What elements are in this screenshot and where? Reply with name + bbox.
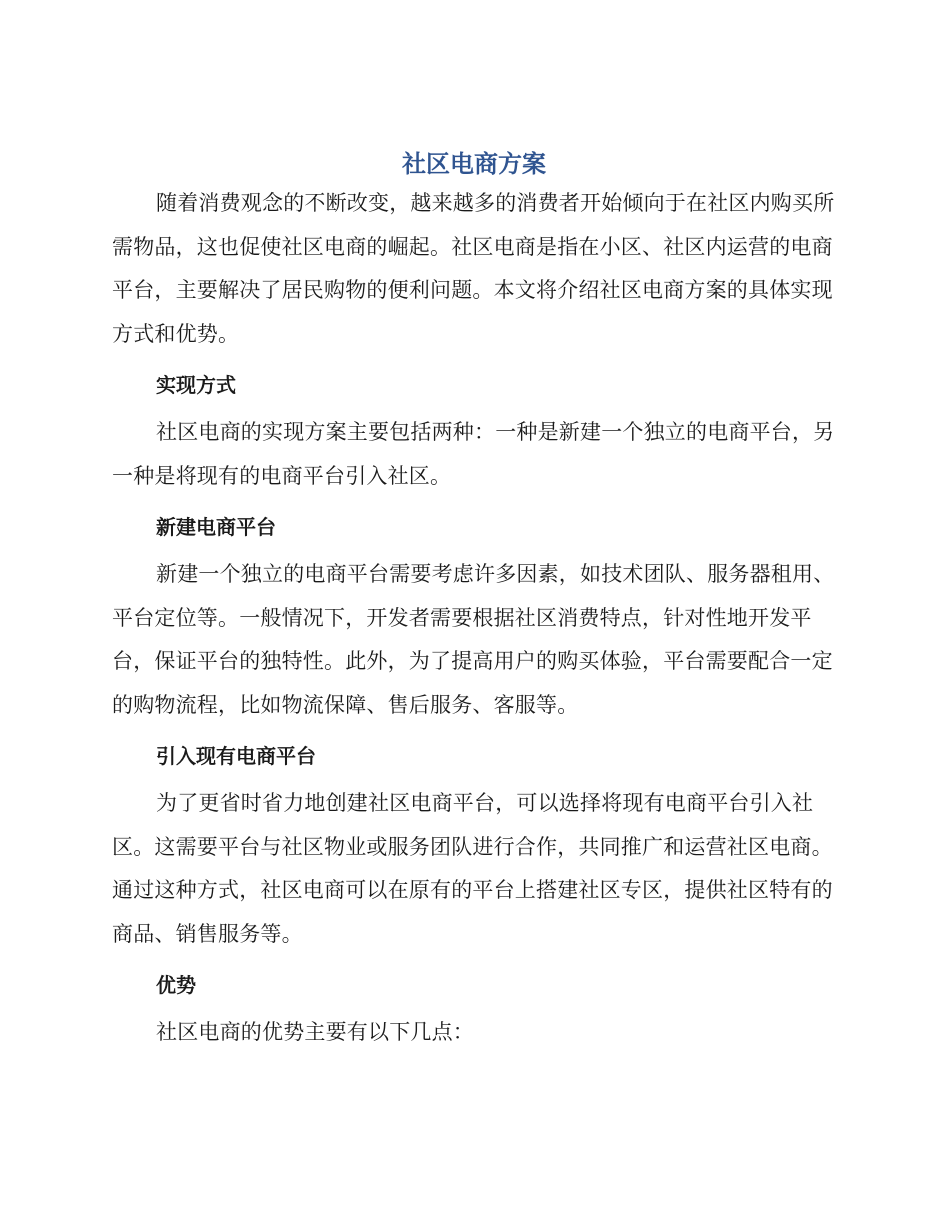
section-body-new-platform: 新建一个独立的电商平台需要考虑许多因素，如技术团队、服务器租用、平台定位等。一般情况下，开发者需要根据社区消费特点，针对性地开发平台，保证平台的独特性。此外，为了提高用户的购买体验，平台需要配合一定的购物流程，比如物流保障、售后服务、客服等。 xyxy=(112,562,835,717)
document-title: 社区电商方案 xyxy=(402,150,546,178)
section-body-advantages: 社区电商的优势主要有以下几点： xyxy=(156,1020,474,1044)
section-body-implementation: 社区电商的实现方案主要包括两种：一种是新建一个独立的电商平台，另一种是将现有的电商平台引入社区。 xyxy=(112,420,835,488)
section-heading-new-platform: 新建电商平台 xyxy=(156,515,276,539)
section-body-existing-platform: 为了更省时省力地创建社区电商平台，可以选择将现有电商平台引入社区。这需要平台与社区物业或服务团队进行合作，共同推广和运营社区电商。通过这种方式，社区电商可以在原有的平台上搭建社区专区，提供社区特有的商品、销售服务等。 xyxy=(112,791,833,946)
intro-paragraph: 随着消费观念的不断改变，越来越多的消费者开始倾向于在社区内购买所需物品，这也促使社区电商的崛起。社区电商是指在小区、社区内运营的电商平台，主要解决了居民购物的便利问题。本文将介绍社区电商方案的具体实现方式和优势。 xyxy=(112,191,835,346)
section-heading-existing-platform: 引入现有电商平台 xyxy=(156,744,316,768)
section-heading-advantages: 优势 xyxy=(156,973,196,997)
section-heading-implementation: 实现方式 xyxy=(156,373,236,397)
document-page xyxy=(112,146,836,1055)
